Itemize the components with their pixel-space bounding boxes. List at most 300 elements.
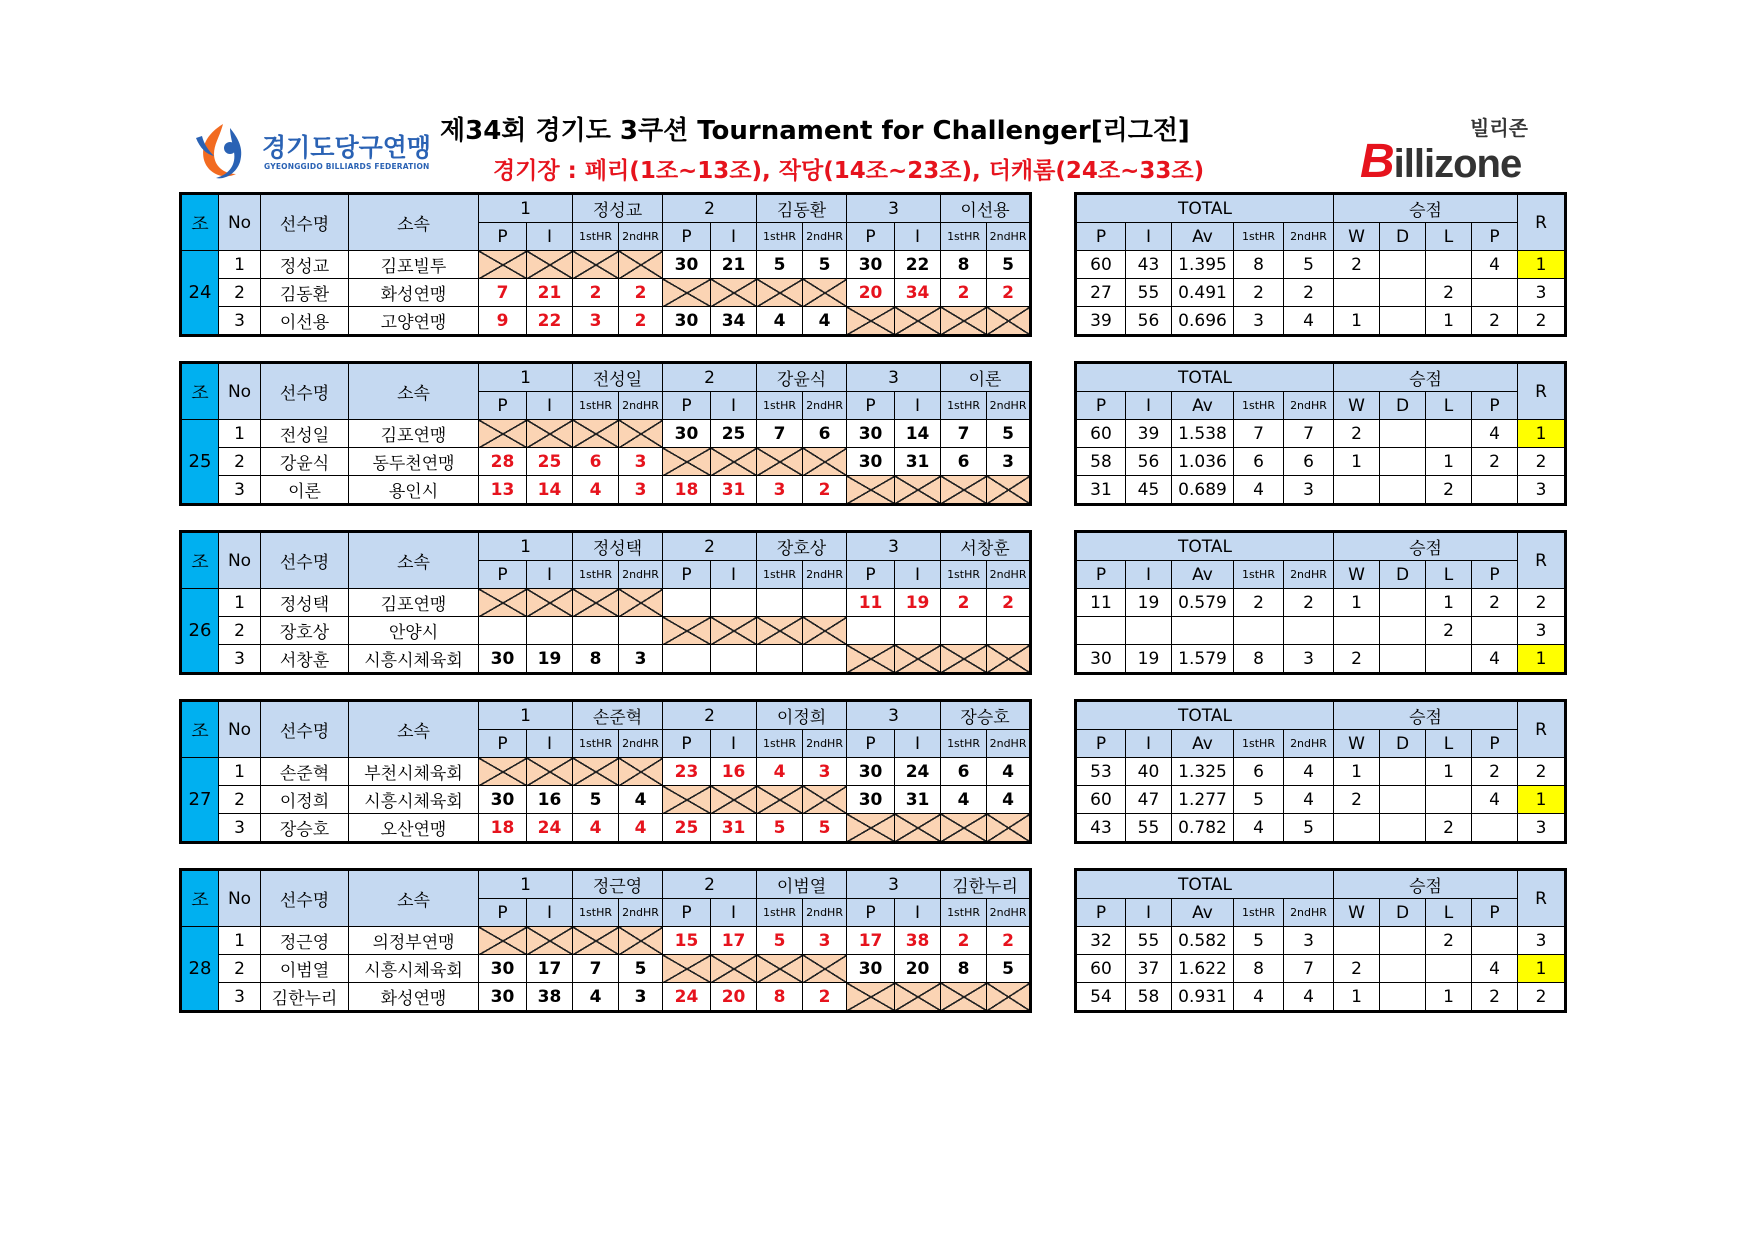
score-p: 18 — [663, 476, 711, 505]
table-row — [1076, 448, 1566, 476]
total-av: 0.689 — [1172, 476, 1234, 505]
self-match-cross — [479, 927, 527, 955]
score-p: 25 — [663, 814, 711, 843]
points: 4 — [1472, 645, 1518, 674]
total-i: 39 — [1126, 420, 1172, 448]
player-club: 부천시체육회 — [349, 758, 479, 786]
w-header: W — [1334, 561, 1380, 589]
total-p — [1076, 617, 1126, 645]
draws — [1380, 279, 1426, 307]
l-header: L — [1426, 561, 1472, 589]
total-hr2: 4 — [1284, 758, 1334, 786]
total-i: 56 — [1126, 448, 1172, 476]
score-i: 25 — [527, 448, 573, 476]
table-row — [181, 448, 1031, 476]
total-p: 39 — [1076, 307, 1126, 336]
total-i: 55 — [1126, 927, 1172, 955]
self-match-cross — [895, 645, 941, 674]
score-p: 30 — [479, 786, 527, 814]
total-hr1: 2 — [1234, 589, 1284, 617]
wins — [1334, 279, 1380, 307]
player-name: 강윤식 — [261, 448, 349, 476]
p-header: P — [663, 561, 711, 589]
p-header: P — [847, 223, 895, 251]
self-match-cross — [757, 617, 803, 645]
av-header: Av — [1172, 730, 1234, 758]
name-header: 선수명 — [261, 870, 349, 927]
table-row — [1076, 955, 1566, 983]
opponent-no-header: 1 — [479, 701, 573, 730]
self-match-cross — [573, 251, 619, 279]
group-header: 조 — [181, 194, 219, 251]
table-row — [181, 476, 1031, 505]
self-match-cross — [847, 645, 895, 674]
hr2-header: 2ndHR — [619, 899, 663, 927]
self-match-cross — [663, 955, 711, 983]
player-name: 김한누리 — [261, 983, 349, 1012]
self-match-cross — [941, 476, 987, 505]
player-name: 김동환 — [261, 279, 349, 307]
opponent-name-header: 김동환 — [757, 194, 847, 223]
score-p: 30 — [847, 758, 895, 786]
points — [1472, 476, 1518, 505]
score-i: 31 — [711, 814, 757, 843]
opponent-no-header: 1 — [479, 870, 573, 899]
l-header: L — [1426, 899, 1472, 927]
score-hr2: 2 — [803, 476, 847, 505]
points: 2 — [1472, 448, 1518, 476]
av-header: Av — [1172, 392, 1234, 420]
table-row — [181, 279, 1031, 307]
i-header: I — [711, 223, 757, 251]
i-header: I — [711, 561, 757, 589]
score-p: 7 — [479, 279, 527, 307]
score-hr2: 2 — [803, 983, 847, 1012]
total-header: TOTAL — [1076, 701, 1334, 730]
hr2-header: 2ndHR — [987, 392, 1031, 420]
pt-header: P — [1472, 899, 1518, 927]
score-hr2: 4 — [619, 786, 663, 814]
score-hr2: 6 — [803, 420, 847, 448]
draws — [1380, 983, 1426, 1012]
p-header: P — [663, 730, 711, 758]
rank: 2 — [1518, 983, 1566, 1012]
score-hr1: 5 — [573, 786, 619, 814]
total-hr2: 2 — [1284, 589, 1334, 617]
w-header: W — [1334, 392, 1380, 420]
player-no: 3 — [219, 983, 261, 1012]
club-header: 소속 — [349, 194, 479, 251]
federation-name-en: GYEONGGIDO BILLIARDS FEDERATION — [264, 162, 430, 171]
table-row — [1076, 307, 1566, 336]
table-row — [181, 589, 1031, 617]
i-header: I — [527, 223, 573, 251]
group-header: 조 — [181, 870, 219, 927]
hr2-header: 2ndHR — [803, 392, 847, 420]
p-header: P — [847, 899, 895, 927]
hr2-header: 2ndHR — [1284, 561, 1334, 589]
self-match-cross — [479, 589, 527, 617]
points: 4 — [1472, 786, 1518, 814]
page-title: 제34회 경기도 3쿠션 Tournament for Challenger[리그전] — [440, 116, 1190, 146]
rank: 1 — [1518, 955, 1566, 983]
losses: 2 — [1426, 476, 1472, 505]
i-header: I — [1126, 392, 1172, 420]
total-hr2: 7 — [1284, 420, 1334, 448]
player-club: 화성연맹 — [349, 279, 479, 307]
hr1-header: 1stHR — [1234, 730, 1284, 758]
score-i — [711, 645, 757, 674]
table-row — [181, 786, 1031, 814]
group-number: 24 — [181, 251, 219, 336]
rank: 1 — [1518, 251, 1566, 279]
opponent-name-header: 서창훈 — [941, 532, 1031, 561]
hr1-header: 1stHR — [941, 899, 987, 927]
player-name: 전성일 — [261, 420, 349, 448]
total-p: 27 — [1076, 279, 1126, 307]
draws — [1380, 617, 1426, 645]
score-p: 13 — [479, 476, 527, 505]
player-club: 의정부연맹 — [349, 927, 479, 955]
av-header: Av — [1172, 561, 1234, 589]
federation-emblem-icon — [190, 118, 256, 184]
losses: 2 — [1426, 927, 1472, 955]
table-row — [1076, 645, 1566, 674]
d-header: D — [1380, 730, 1426, 758]
player-club: 김포빌투 — [349, 251, 479, 279]
table-row — [181, 420, 1031, 448]
match-table-group-24 — [179, 192, 1032, 337]
billizone-name-ko: 빌리존 — [1470, 116, 1528, 140]
match-table-group-28 — [179, 868, 1032, 1013]
score-p: 30 — [663, 420, 711, 448]
self-match-cross — [663, 448, 711, 476]
score-p: 18 — [479, 814, 527, 843]
self-match-cross — [573, 589, 619, 617]
wins: 2 — [1334, 251, 1380, 279]
score-hr2: 3 — [987, 448, 1031, 476]
wins — [1334, 814, 1380, 843]
score-hr1: 2 — [941, 927, 987, 955]
self-match-cross — [711, 955, 757, 983]
draws — [1380, 307, 1426, 336]
player-club: 화성연맹 — [349, 983, 479, 1012]
self-match-cross — [803, 617, 847, 645]
total-hr1: 4 — [1234, 814, 1284, 843]
hr2-header: 2ndHR — [987, 730, 1031, 758]
no-header: No — [219, 870, 261, 927]
score-hr1: 2 — [941, 589, 987, 617]
score-p: 23 — [663, 758, 711, 786]
player-no: 1 — [219, 420, 261, 448]
total-i: 19 — [1126, 645, 1172, 674]
hr1-header: 1stHR — [573, 223, 619, 251]
player-no: 3 — [219, 307, 261, 336]
total-hr1: 4 — [1234, 983, 1284, 1012]
draws — [1380, 420, 1426, 448]
table-row — [181, 617, 1031, 645]
total-hr2: 3 — [1284, 927, 1334, 955]
p-header: P — [479, 392, 527, 420]
total-hr1: 7 — [1234, 420, 1284, 448]
match-table-group-25 — [179, 361, 1032, 506]
club-header: 소속 — [349, 701, 479, 758]
hr1-header: 1stHR — [757, 899, 803, 927]
wins — [1334, 927, 1380, 955]
self-match-cross — [527, 420, 573, 448]
score-p: 15 — [663, 927, 711, 955]
total-i: 45 — [1126, 476, 1172, 505]
score-p: 30 — [847, 420, 895, 448]
hr1-header: 1stHR — [573, 730, 619, 758]
score-hr1: 6 — [573, 448, 619, 476]
score-hr2: 3 — [619, 645, 663, 674]
losses: 2 — [1426, 814, 1472, 843]
i-header: I — [711, 392, 757, 420]
opponent-no-header: 3 — [847, 532, 941, 561]
total-hr2: 3 — [1284, 645, 1334, 674]
score-i: 24 — [895, 758, 941, 786]
self-match-cross — [619, 927, 663, 955]
score-p — [663, 589, 711, 617]
losses: 1 — [1426, 589, 1472, 617]
score-i: 16 — [711, 758, 757, 786]
self-match-cross — [847, 983, 895, 1012]
self-match-cross — [987, 645, 1031, 674]
score-p: 24 — [663, 983, 711, 1012]
total-av: 0.582 — [1172, 927, 1234, 955]
score-i: 38 — [895, 927, 941, 955]
opponent-no-header: 3 — [847, 701, 941, 730]
opponent-no-header: 3 — [847, 870, 941, 899]
score-hr2: 5 — [987, 251, 1031, 279]
self-match-cross — [573, 758, 619, 786]
self-match-cross — [619, 589, 663, 617]
score-i: 25 — [711, 420, 757, 448]
total-hr2: 6 — [1284, 448, 1334, 476]
score-hr1: 7 — [757, 420, 803, 448]
total-hr1: 2 — [1234, 279, 1284, 307]
table-row — [1076, 814, 1566, 843]
rank: 3 — [1518, 927, 1566, 955]
total-hr2: 7 — [1284, 955, 1334, 983]
player-club: 고양연맹 — [349, 307, 479, 336]
score-hr1: 6 — [941, 448, 987, 476]
d-header: D — [1380, 899, 1426, 927]
rank: 1 — [1518, 420, 1566, 448]
losses: 2 — [1426, 279, 1472, 307]
rank: 2 — [1518, 758, 1566, 786]
hr1-header: 1stHR — [941, 561, 987, 589]
score-i: 16 — [527, 786, 573, 814]
hr2-header: 2ndHR — [1284, 223, 1334, 251]
opponent-name-header: 전성일 — [573, 363, 663, 392]
score-p: 28 — [479, 448, 527, 476]
score-hr2: 5 — [803, 814, 847, 843]
score-hr1: 2 — [573, 279, 619, 307]
losses: 1 — [1426, 307, 1472, 336]
losses: 1 — [1426, 983, 1472, 1012]
opponent-name-header: 손준혁 — [573, 701, 663, 730]
i-header: I — [1126, 223, 1172, 251]
score-hr1: 3 — [573, 307, 619, 336]
score-i: 34 — [711, 307, 757, 336]
hr2-header: 2ndHR — [619, 223, 663, 251]
score-hr2 — [803, 589, 847, 617]
table-row — [181, 645, 1031, 674]
total-header: TOTAL — [1076, 870, 1334, 899]
self-match-cross — [895, 814, 941, 843]
rank-header: R — [1518, 194, 1566, 251]
self-match-cross — [895, 983, 941, 1012]
no-header: No — [219, 701, 261, 758]
billizone-wordmark: Billizone — [1360, 135, 1522, 188]
hr1-header: 1stHR — [1234, 899, 1284, 927]
self-match-cross — [987, 307, 1031, 336]
total-av: 1.325 — [1172, 758, 1234, 786]
hr1-header: 1stHR — [757, 730, 803, 758]
total-hr1: 8 — [1234, 251, 1284, 279]
i-header: I — [1126, 561, 1172, 589]
opponent-name-header: 이선용 — [941, 194, 1031, 223]
score-p: 30 — [479, 955, 527, 983]
score-i: 34 — [895, 279, 941, 307]
wins: 2 — [1334, 786, 1380, 814]
self-match-cross — [527, 251, 573, 279]
total-p: 43 — [1076, 814, 1126, 843]
player-name: 서창훈 — [261, 645, 349, 674]
score-i: 22 — [895, 251, 941, 279]
opponent-no-header: 1 — [479, 532, 573, 561]
player-no: 1 — [219, 589, 261, 617]
rank-header: R — [1518, 363, 1566, 420]
w-header: W — [1334, 730, 1380, 758]
draws — [1380, 786, 1426, 814]
score-p: 30 — [847, 786, 895, 814]
total-hr1: 6 — [1234, 758, 1284, 786]
self-match-cross — [573, 420, 619, 448]
hr2-header: 2ndHR — [619, 561, 663, 589]
score-hr2: 2 — [987, 589, 1031, 617]
total-header: TOTAL — [1076, 194, 1334, 223]
hr2-header: 2ndHR — [1284, 899, 1334, 927]
points-header: 승점 — [1334, 701, 1518, 730]
score-hr1: 4 — [757, 307, 803, 336]
total-i: 40 — [1126, 758, 1172, 786]
p-header: P — [847, 561, 895, 589]
rank: 3 — [1518, 279, 1566, 307]
self-match-cross — [941, 645, 987, 674]
score-hr1: 7 — [573, 955, 619, 983]
total-p: 60 — [1076, 786, 1126, 814]
score-p: 30 — [847, 448, 895, 476]
total-i: 37 — [1126, 955, 1172, 983]
score-hr2: 2 — [987, 279, 1031, 307]
opponent-name-header: 정성교 — [573, 194, 663, 223]
self-match-cross — [987, 983, 1031, 1012]
total-hr1: 4 — [1234, 476, 1284, 505]
wins — [1334, 476, 1380, 505]
total-av: 1.538 — [1172, 420, 1234, 448]
rank: 3 — [1518, 617, 1566, 645]
opponent-name-header: 이론 — [941, 363, 1031, 392]
opponent-no-header: 1 — [479, 194, 573, 223]
score-p: 30 — [847, 251, 895, 279]
d-header: D — [1380, 561, 1426, 589]
group-number: 28 — [181, 927, 219, 1012]
w-header: W — [1334, 899, 1380, 927]
score-hr1: 4 — [573, 814, 619, 843]
self-match-cross — [757, 786, 803, 814]
table-row — [1076, 758, 1566, 786]
hr1-header: 1stHR — [573, 561, 619, 589]
opponent-no-header: 2 — [663, 363, 757, 392]
self-match-cross — [663, 786, 711, 814]
score-hr2: 5 — [803, 251, 847, 279]
points — [1472, 927, 1518, 955]
self-match-cross — [757, 279, 803, 307]
total-i: 56 — [1126, 307, 1172, 336]
total-p: 32 — [1076, 927, 1126, 955]
score-hr1: 8 — [573, 645, 619, 674]
self-match-cross — [987, 814, 1031, 843]
rank: 1 — [1518, 786, 1566, 814]
table-row — [181, 251, 1031, 279]
draws — [1380, 927, 1426, 955]
score-hr2: 4 — [987, 758, 1031, 786]
total-hr1 — [1234, 617, 1284, 645]
i-header: I — [895, 730, 941, 758]
losses — [1426, 420, 1472, 448]
self-match-cross — [711, 786, 757, 814]
group-number: 27 — [181, 758, 219, 843]
self-match-cross — [711, 279, 757, 307]
total-header: TOTAL — [1076, 363, 1334, 392]
self-match-cross — [847, 307, 895, 336]
table-row — [1076, 927, 1566, 955]
points: 4 — [1472, 955, 1518, 983]
hr2-header: 2ndHR — [987, 899, 1031, 927]
w-header: W — [1334, 223, 1380, 251]
opponent-name-header: 장호상 — [757, 532, 847, 561]
self-match-cross — [479, 420, 527, 448]
player-club: 용인시 — [349, 476, 479, 505]
points: 2 — [1472, 589, 1518, 617]
total-av: 1.622 — [1172, 955, 1234, 983]
score-hr1: 5 — [757, 251, 803, 279]
losses — [1426, 251, 1472, 279]
p-header: P — [663, 392, 711, 420]
i-header: I — [527, 730, 573, 758]
player-club: 김포연맹 — [349, 589, 479, 617]
score-hr2: 4 — [803, 307, 847, 336]
wins: 1 — [1334, 983, 1380, 1012]
opponent-name-header: 김한누리 — [941, 870, 1031, 899]
score-p: 30 — [663, 307, 711, 336]
group-header: 조 — [181, 363, 219, 420]
score-hr1 — [941, 617, 987, 645]
score-i: 19 — [895, 589, 941, 617]
name-header: 선수명 — [261, 363, 349, 420]
rank: 2 — [1518, 307, 1566, 336]
p-header: P — [479, 899, 527, 927]
hr1-header: 1stHR — [757, 392, 803, 420]
opponent-no-header: 2 — [663, 870, 757, 899]
wins: 1 — [1334, 448, 1380, 476]
score-p — [847, 617, 895, 645]
player-no: 2 — [219, 279, 261, 307]
rank-header: R — [1518, 870, 1566, 927]
